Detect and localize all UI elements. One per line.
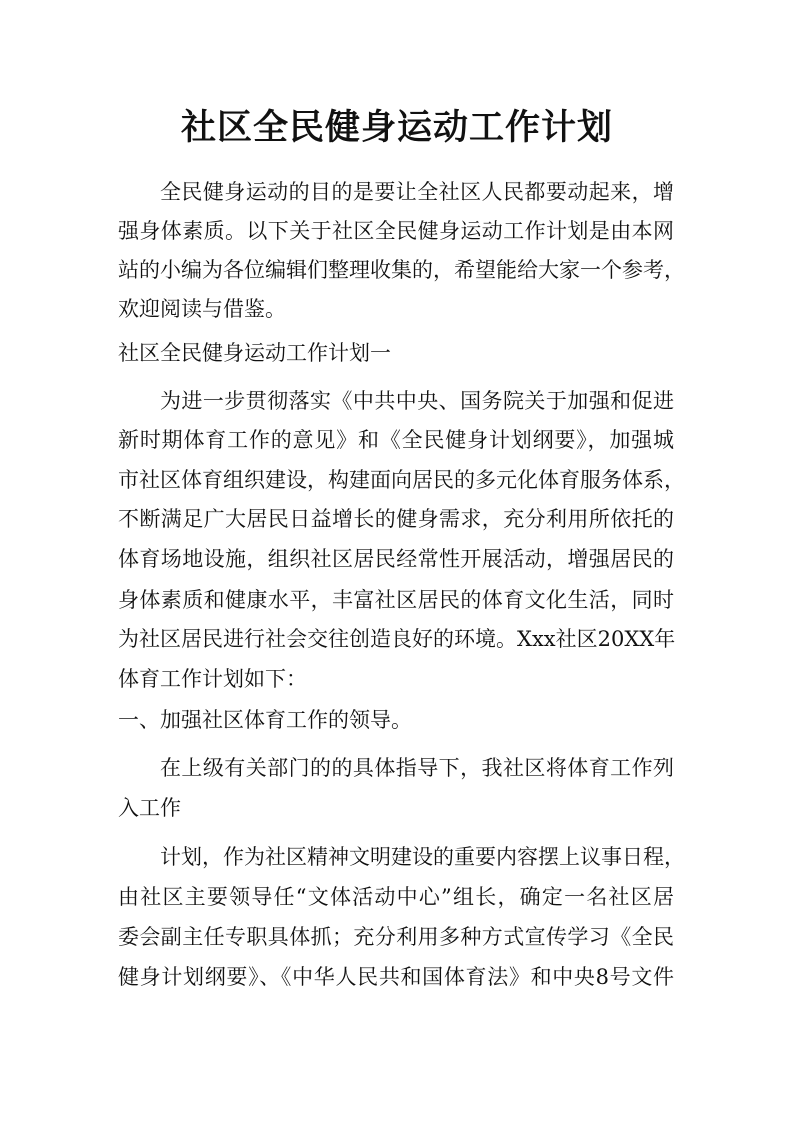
body-line: 在上级有关部门的的具体指导下，我社区将体育工作列 (160, 756, 674, 780)
body-line: 市社区体育组织建设，构建面向居民的多元化体育服务体系， (118, 468, 685, 492)
body-line: 强身体素质。以下关于社区全民健身运动工作计划是由本网 (118, 219, 674, 243)
body-line: 入工作 (118, 796, 181, 820)
body-line: 身体素质和健康水平，丰富社区居民的体育文化生活，同时 (118, 588, 674, 612)
body-line: 站的小编为各位编辑们整理收集的，希望能给大家一个参考， (118, 258, 685, 282)
document-title: 社区全民健身运动工作计划 (180, 107, 613, 148)
body-line: 全民健身运动的目的是要让全社区人民都要动起来，增 (160, 180, 674, 204)
body-line: 委会副主任专职具体抓；充分利用多种方式宣传学习《全民 (118, 925, 674, 949)
body-line: 为进一步贯彻落实《中共中央、国务院关于加强和促进 (160, 389, 674, 413)
body-line: 由社区主要领导任“文体活动中心”组长，确定一名社区居 (118, 885, 674, 909)
body-line: 欢迎阅读与借鉴。 (118, 297, 286, 321)
body-line: 健身计划纲要》、《中华人民共和国体育法》和中央8号文件 (118, 965, 674, 989)
section-heading: 一、加强社区体育工作的领导。 (118, 708, 412, 732)
body-line: 不断满足广大居民日益增长的健身需求，充分利用所依托的 (118, 507, 674, 531)
body-line: 为社区居民进行社会交往创造良好的环境。Xxx社区20XX年 (118, 627, 676, 651)
body-line: 新时期体育工作的意见》和《全民健身计划纲要》，加强城 (118, 428, 674, 452)
body-line: 计划，作为社区精神文明建设的重要内容摆上议事日程， (160, 845, 685, 869)
body-line: 体育场地设施，组织社区居民经常性开展活动，增强居民的 (118, 547, 674, 571)
body-line: 体育工作计划如下： (118, 667, 307, 691)
section-heading: 社区全民健身运动工作计划一 (118, 341, 391, 365)
